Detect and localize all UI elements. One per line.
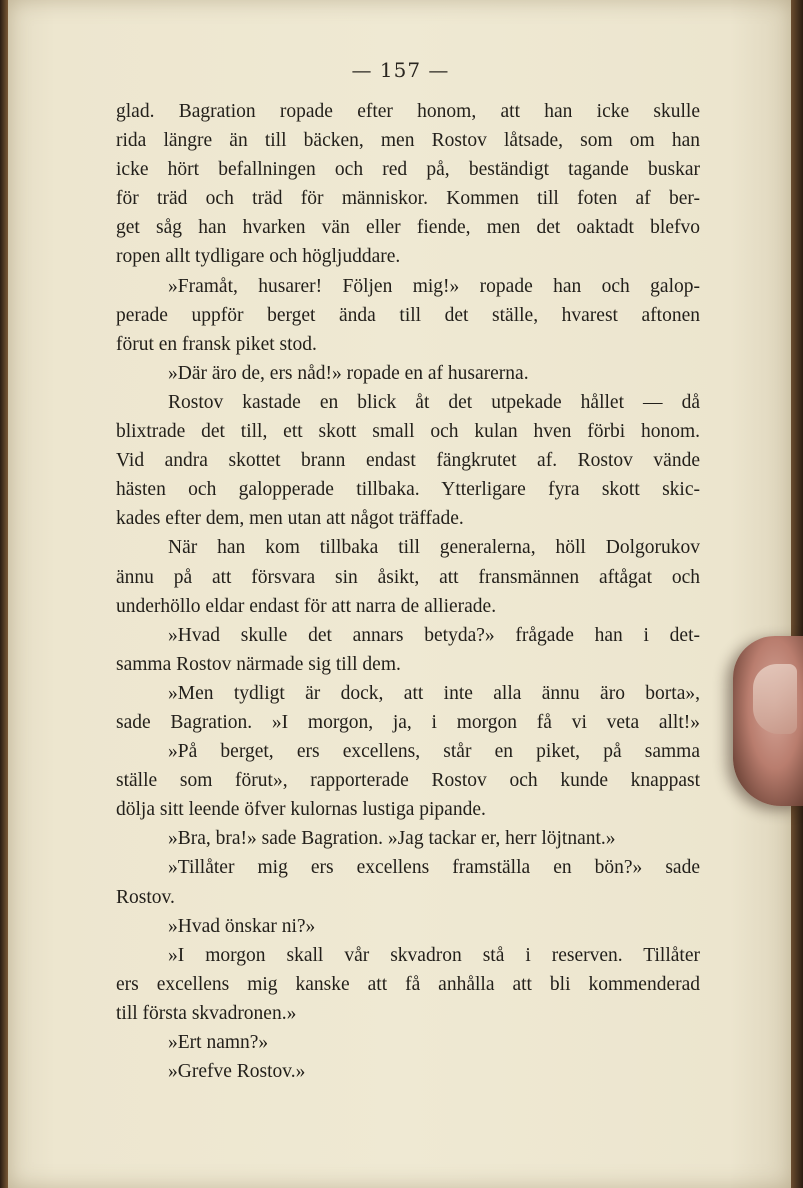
- text-line: ropen allt tydligare och högljuddare.: [116, 246, 401, 268]
- text-line: ställe som förut», rapporterade Rostov och kunde knappast: [116, 770, 700, 792]
- thumb-nail: [753, 664, 797, 734]
- text-line: sade Bagration. »I morgon, ja, i morgon få vi veta allt!»: [116, 711, 700, 733]
- text-line: »Bra, bra!» sade Bagration. »Jag tackar er, herr löjtnant.»: [168, 828, 616, 850]
- text-line: »Men tydligt är dock, att inte alla ännu äro borta»,: [168, 682, 700, 704]
- text-line: »På berget, ers excellens, står en piket, på samma: [168, 741, 700, 763]
- text-line: samma Rostov närmade sig till dem.: [116, 653, 401, 675]
- text-line: Vid andra skottet brann endast fängkrutet af. Rostov vände: [116, 450, 700, 472]
- text-line: dölja sitt leende öfver kulornas lustiga pipande.: [116, 799, 486, 821]
- text-line: Rostov kastade en blick åt det utpekade hållet — då: [168, 391, 700, 413]
- page-number: — 157 —: [351, 58, 450, 82]
- text-line: till första skvadronen.»: [116, 1002, 297, 1024]
- text-line: »Grefve Rostov.»: [168, 1061, 306, 1083]
- page-text-block: [116, 97, 700, 1086]
- text-line: »Hvad skulle det annars betyda?» frågade han i det-: [168, 624, 700, 646]
- book-fore-edge: [791, 0, 803, 1188]
- text-line: hästen och galopperade tillbaka. Ytterligare fyra skott skic-: [116, 479, 700, 501]
- text-line: för träd och träd för människor. Kommen till foten af ber-: [116, 188, 700, 210]
- text-line: underhöllo eldar endast för att narra de allierade.: [116, 595, 497, 617]
- text-line: »Hvad önskar ni?»: [168, 915, 316, 937]
- text-line: get såg han hvarken vän eller fiende, men det oaktadt blefvo: [116, 217, 700, 239]
- text-line: kades efter dem, men utan att något träffade.: [116, 508, 464, 530]
- text-line: »Framåt, husarer! Följen mig!» ropade han och galop-: [168, 275, 700, 297]
- text-line: ers excellens mig kanske att få anhålla att bli kommenderad: [116, 973, 700, 995]
- book-page: [8, 0, 793, 1188]
- text-line: förut en fransk piket stod.: [116, 333, 317, 355]
- text-line: glad. Bagration ropade efter honom, att han icke skulle: [116, 101, 700, 122]
- text-line: blixtrade det till, ett skott small och kulan hven förbi honom.: [116, 421, 700, 443]
- text-line: När han kom tillbaka till generalerna, höll Dolgorukov: [168, 537, 700, 559]
- text-line: rida längre än till bäcken, men Rostov låtsade, som om han: [116, 130, 700, 152]
- text-line: perade uppför berget ända till det ställe, hvarest aftonen: [116, 304, 700, 326]
- text-line: »Ert namn?»: [168, 1032, 269, 1053]
- text-line: »I morgon skall vår skvadron stå i reserven. Tillåter: [168, 944, 700, 966]
- text-line: icke hört befallningen och red på, beständigt tagande buskar: [116, 159, 700, 181]
- text-line: Rostov.: [116, 886, 175, 908]
- text-line: »Där äro de, ers nåd!» ropade en af husarerna.: [168, 362, 529, 384]
- book-spine-edge: [0, 0, 8, 1188]
- text-line: ännu på att försvara sin åsikt, att fransmännen aftågat och: [116, 566, 700, 588]
- text-line: »Tillåter mig ers excellens framställa en bön?» sade: [168, 857, 700, 879]
